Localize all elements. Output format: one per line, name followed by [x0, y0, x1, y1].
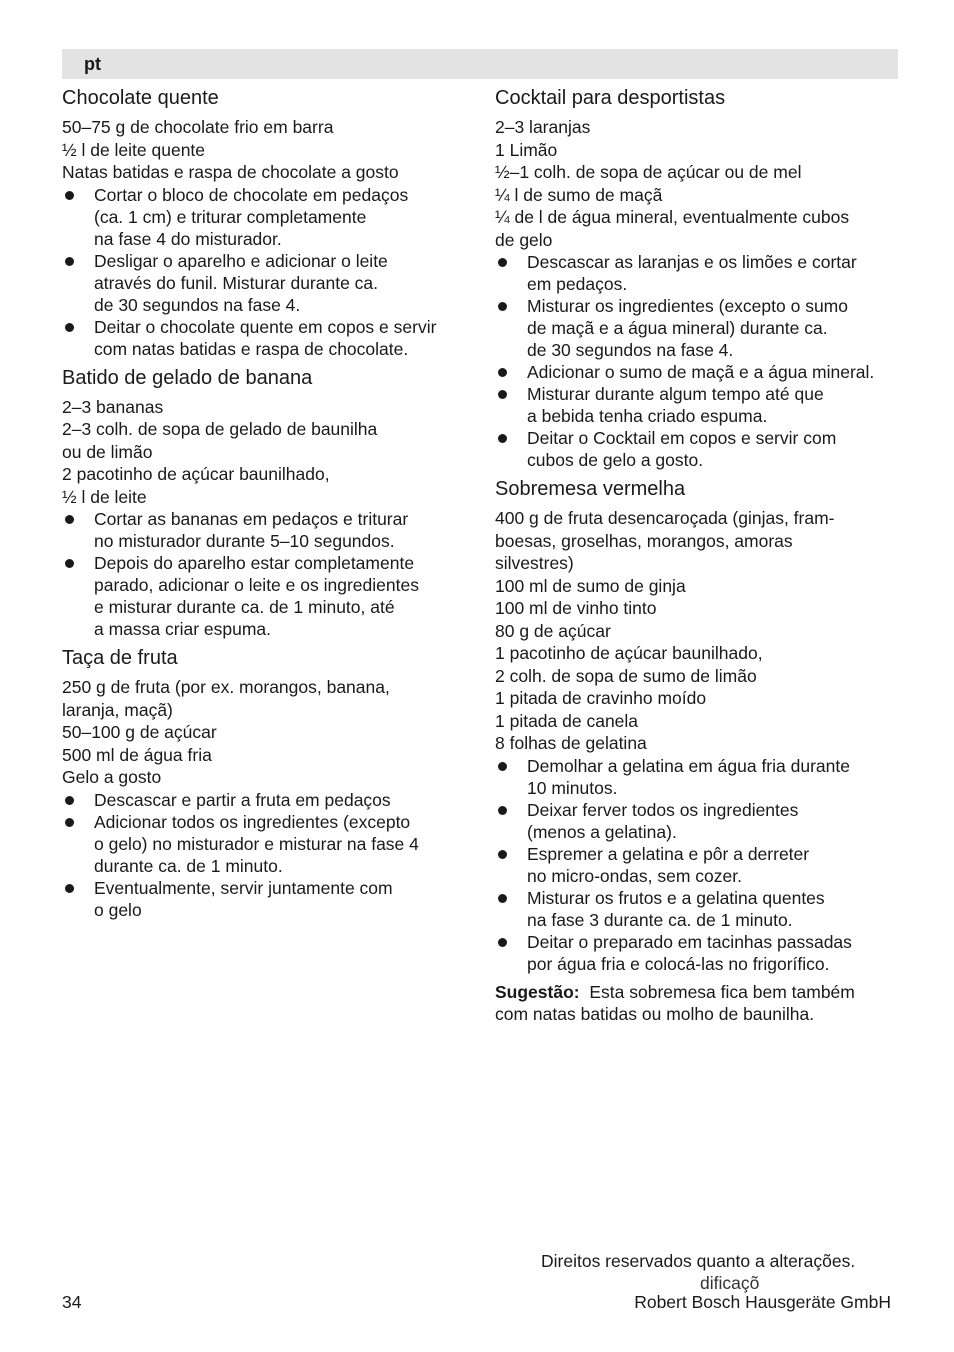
ingredient-line: ¼ l de sumo de maçã — [495, 184, 663, 205]
ingredient-line: 2–3 laranjas — [495, 117, 591, 137]
instruction-step — [495, 843, 900, 887]
instruction-step — [495, 427, 900, 471]
ingredient-line: 2 colh. de sopa de sumo de limão — [495, 665, 757, 686]
language-bar — [62, 49, 898, 79]
instruction-line: e misturar durante ca. de 1 minuto, até — [94, 597, 395, 617]
instruction-line: Misturar durante algum tempo até que — [527, 384, 824, 404]
instruction-line: através do funil. Misturar durante ca. — [94, 272, 379, 293]
instruction-line: Deitar o preparado em tacinhas passadas — [527, 931, 852, 952]
instruction-list — [495, 251, 900, 471]
instruction-step — [62, 877, 462, 921]
ingredient-line: 80 g de açúcar — [495, 620, 611, 641]
ingredient-line: ½ l de leite quente — [62, 139, 206, 160]
instruction-line: Adicionar todos os ingredientes (excepto — [94, 811, 411, 832]
bullet-icon — [498, 850, 507, 859]
instruction-line: Eventualmente, servir juntamente com — [94, 877, 393, 898]
ingredient-line: 1 pitada de cravinho moído — [495, 688, 707, 708]
ingredient-line: ¼ de l de água mineral, eventualmente cubos — [495, 207, 850, 227]
instruction-line: a bebida tenha criado espuma. — [527, 406, 768, 426]
instruction-step — [62, 316, 462, 360]
ingredient-line: 100 ml de vinho tinto — [495, 598, 657, 618]
instruction-line: parado, adicionar o leite e os ingredientes — [94, 575, 419, 595]
instruction-list — [62, 508, 462, 640]
instruction-step — [62, 508, 462, 552]
instruction-step — [495, 887, 900, 931]
ingredient-line: ou de limão — [62, 441, 153, 462]
instruction-list — [62, 184, 462, 360]
instruction-line: Cortar as bananas em pedaços e triturar — [94, 509, 409, 529]
ingredient-line: Gelo a gosto — [62, 767, 162, 787]
instruction-line: de 30 segundos na fase 4. — [94, 294, 301, 315]
page-number: 34 — [62, 1292, 82, 1312]
ingredient-line: boesas, groselhas, morangos, amoras — [495, 530, 793, 551]
instruction-list — [495, 755, 900, 975]
instruction-list — [62, 789, 462, 921]
suggestion-note — [495, 981, 900, 1025]
instruction-line: Descascar as laranjas e os limões e cortar — [527, 252, 857, 272]
instruction-step — [62, 552, 462, 640]
bullet-icon — [65, 515, 74, 524]
instruction-line: no micro-ondas, sem cozer. — [527, 865, 742, 886]
bullet-icon — [498, 938, 507, 947]
instruction-line: em pedaços. — [527, 274, 628, 294]
bullet-icon — [65, 323, 74, 332]
instruction-line: Espremer a gelatina e pôr a derreter — [527, 843, 810, 864]
instruction-line: na fase 4 do misturador. — [94, 228, 282, 249]
ingredient-line: de gelo — [495, 229, 553, 250]
ingredient-line: 1 pitada de canela — [495, 710, 639, 731]
recipe-title: Sobremesa vermelha — [495, 478, 686, 500]
recipe-title: Chocolate quente — [62, 87, 219, 109]
instruction-line: 10 minutos. — [527, 777, 618, 798]
recipe-title: Batido de gelado de banana — [62, 366, 313, 389]
company-name: Robert Bosch Hausgeräte GmbH — [634, 1292, 891, 1312]
instruction-line: Adicionar o sumo de maçã e a água mineral. — [527, 362, 875, 382]
ingredient-line: 250 g de fruta (por ex. morangos, banana, — [62, 677, 390, 697]
instruction-line: Desligar o aparelho e adicionar o leite — [94, 250, 388, 271]
instruction-line: (ca. 1 cm) e triturar completamente — [94, 206, 367, 227]
ingredient-line: 100 ml de sumo de ginja — [495, 575, 686, 596]
instruction-line: cubos de gelo a gosto. — [527, 450, 704, 470]
left-column — [62, 86, 462, 927]
instruction-line: na fase 3 durante ca. de 1 minuto. — [527, 909, 793, 930]
ingredient-line: ½ l de leite — [62, 486, 147, 507]
recipe-title: Taça de fruta — [62, 647, 178, 669]
clipped-footer-text: dificaçõ — [700, 1273, 760, 1293]
recipe-title: Cocktail para desportistas — [495, 87, 726, 109]
instruction-line: Demolhar a gelatina em água fria durante — [527, 755, 850, 776]
instruction-line: durante ca. de 1 minuto. — [94, 855, 283, 876]
instruction-step — [495, 931, 900, 975]
instruction-line: o gelo — [94, 899, 142, 920]
ingredient-line: 1 Limão — [495, 139, 558, 160]
recipe-chocolate-quente — [62, 86, 462, 360]
instruction-step — [62, 811, 462, 877]
instruction-line: o gelo) no misturador e misturar na fase 4 — [94, 833, 419, 854]
instruction-line: de 30 segundos na fase 4. — [527, 340, 734, 360]
instruction-line: Cortar o bloco de chocolate em pedaços — [94, 184, 409, 205]
instruction-line: com natas batidas e raspa de chocolate. — [94, 338, 409, 359]
instruction-line: por água fria e colocá-las no frigorífico. — [527, 953, 830, 974]
rights-reserved-note: Direitos reservados quanto a alterações. — [541, 1251, 856, 1271]
bullet-icon — [498, 762, 507, 771]
ingredient-line: 2 pacotinho de açúcar baunilhado, — [62, 464, 330, 484]
instruction-line: a massa criar espuma. — [94, 619, 272, 639]
suggestion-line-1: Esta sobremesa fica bem também — [589, 981, 855, 1002]
ingredient-line: Natas batidas e raspa de chocolate a gosto — [62, 162, 399, 182]
recipe-taca-de-fruta — [62, 646, 462, 921]
recipe-batido-de-gelado-de-banana — [62, 366, 462, 641]
instruction-step — [495, 799, 900, 843]
instruction-step — [62, 789, 462, 811]
bullet-icon — [498, 258, 507, 267]
bullet-icon — [498, 434, 507, 443]
bullet-icon — [498, 368, 507, 377]
instruction-line: Depois do aparelho estar completamente — [94, 553, 415, 573]
instruction-line: de maçã e a água mineral) durante ca. — [527, 318, 828, 338]
instruction-step — [495, 295, 900, 361]
recipe-cocktail-para-desportistas — [495, 86, 900, 471]
bullet-icon — [65, 559, 74, 568]
right-column — [495, 86, 900, 1025]
ingredient-line: 2–3 colh. de sopa de gelado de baunilha — [62, 419, 378, 439]
instruction-line: Misturar os frutos e a gelatina quentes — [527, 887, 825, 908]
ingredient-line: silvestres) — [495, 553, 574, 573]
instruction-line: Descascar e partir a fruta em pedaços — [94, 789, 391, 810]
recipe-sobremesa-vermelha — [495, 477, 900, 975]
suggestion-line-2: com natas batidas ou molho de baunilha. — [495, 1003, 815, 1024]
ingredient-line: 1 pacotinho de açúcar baunilhado, — [495, 643, 763, 663]
ingredient-line: laranja, maçã) — [62, 699, 173, 720]
ingredient-line: 400 g de fruta desencaroçada (ginjas, fram- — [495, 508, 835, 528]
ingredient-line: 8 folhas de gelatina — [495, 733, 647, 753]
instruction-line: Deixar ferver todos os ingredientes — [527, 799, 799, 820]
ingredient-line: 50–75 g de chocolate frio em barra — [62, 117, 334, 137]
language-code: pt — [84, 54, 101, 74]
bullet-icon — [498, 894, 507, 903]
bullet-icon — [65, 191, 74, 200]
instruction-step — [62, 184, 462, 250]
instruction-line: no misturador durante 5–10 segundos. — [94, 531, 395, 551]
bullet-icon — [498, 390, 507, 399]
bullet-icon — [65, 257, 74, 266]
ingredient-line: 50–100 g de açúcar — [62, 722, 217, 742]
instruction-step — [495, 383, 900, 427]
bullet-icon — [498, 302, 507, 311]
suggestion-label: Sugestão: — [495, 981, 580, 1002]
ingredient-line: ½–1 colh. de sopa de açúcar ou de mel — [495, 162, 802, 182]
instruction-step — [495, 361, 900, 383]
bullet-icon — [65, 796, 74, 805]
instruction-step — [495, 755, 900, 799]
right-sections — [495, 86, 900, 975]
ingredient-line: 500 ml de água fria — [62, 744, 212, 765]
instruction-line: Deitar o Cocktail em copos e servir com — [527, 428, 837, 448]
instruction-step — [495, 251, 900, 295]
instruction-line: Deitar o chocolate quente em copos e servir — [94, 316, 437, 337]
ingredient-line: 2–3 bananas — [62, 396, 164, 417]
bullet-icon — [498, 806, 507, 815]
instruction-step — [62, 250, 462, 316]
bullet-icon — [65, 884, 74, 893]
instruction-line: Misturar os ingredientes (excepto o sumo — [527, 296, 848, 316]
instruction-line: (menos a gelatina). — [527, 821, 677, 842]
bullet-icon — [65, 818, 74, 827]
